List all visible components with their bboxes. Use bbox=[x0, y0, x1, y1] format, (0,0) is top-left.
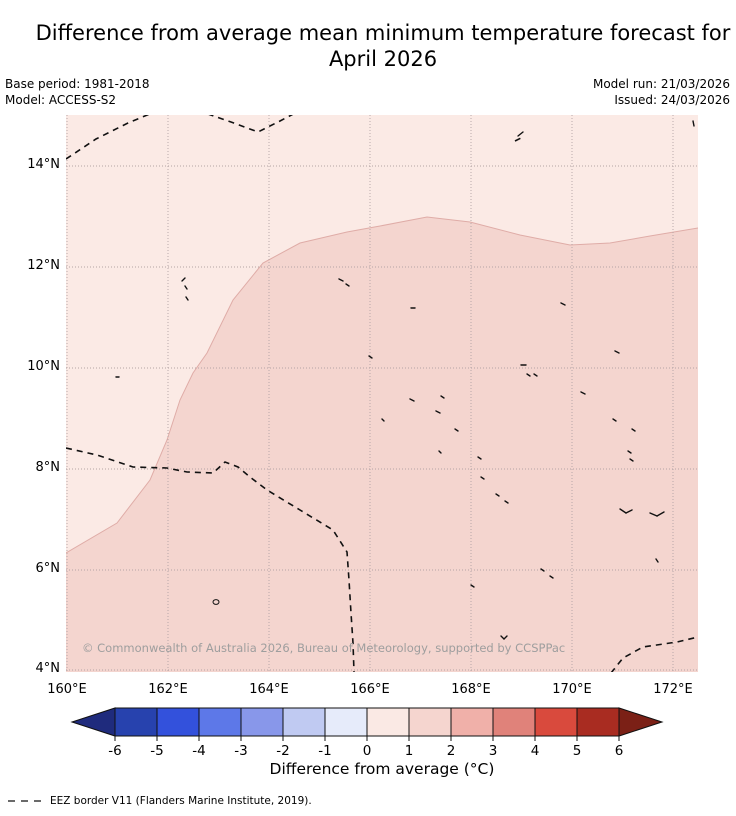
y-tick-label: 6°N bbox=[35, 561, 60, 576]
meta-right bbox=[593, 76, 730, 108]
model-run-text: Model run: 21/03/2026 bbox=[592, 77, 730, 91]
y-tick-label: 4°N bbox=[35, 661, 60, 676]
colorbar-cell bbox=[367, 708, 409, 736]
colorbar-arrow-right bbox=[619, 708, 662, 736]
x-tick-label: 168°E bbox=[451, 682, 491, 697]
x-tick-label: 172°E bbox=[653, 682, 693, 697]
map-canvas bbox=[66, 115, 698, 672]
y-tick-label: 14°N bbox=[27, 157, 60, 172]
colorbar-tick-label: 2 bbox=[446, 743, 456, 759]
y-tick-label: 10°N bbox=[27, 359, 60, 374]
page-title bbox=[28, 20, 736, 72]
colorbar-tick-label: 3 bbox=[488, 743, 498, 759]
x-tick-label: 160°E bbox=[47, 682, 87, 697]
meta-left bbox=[5, 76, 150, 108]
colorbar-cell bbox=[199, 708, 241, 736]
map-svg bbox=[66, 115, 698, 672]
colorbar-tick-label: 1 bbox=[404, 743, 414, 759]
island-mark bbox=[693, 121, 694, 126]
copyright-text: © Commonwealth of Australia 2026, Bureau of Meteorology, supported by CCSPPac bbox=[82, 641, 566, 655]
colorbar-cell bbox=[493, 708, 535, 736]
eez-legend-text: EEZ border V11 (Flanders Marine Institute, 2019). bbox=[50, 795, 312, 807]
colorbar bbox=[70, 705, 668, 761]
colorbar-cell bbox=[115, 708, 157, 736]
colorbar-cell bbox=[577, 708, 619, 736]
x-tick-label: 166°E bbox=[350, 682, 390, 697]
colorbar-cell bbox=[283, 708, 325, 736]
colorbar-cell bbox=[241, 708, 283, 736]
colorbar-label: Difference from average (°C) bbox=[269, 760, 495, 778]
colorbar-tick-label: -3 bbox=[234, 743, 248, 759]
title-line2: April 2026 bbox=[328, 47, 438, 71]
x-tick-label: 162°E bbox=[148, 682, 188, 697]
colorbar-cell bbox=[535, 708, 577, 736]
colorbar-tick-label: 6 bbox=[614, 743, 624, 759]
colorbar-arrow-left bbox=[72, 708, 115, 736]
colorbar-cell bbox=[325, 708, 367, 736]
colorbar-cell bbox=[157, 708, 199, 736]
x-tick-label: 170°E bbox=[552, 682, 592, 697]
colorbar-tick-label: -5 bbox=[150, 743, 164, 759]
colorbar-tick-label: -4 bbox=[192, 743, 206, 759]
colorbar-tick-label: -6 bbox=[108, 743, 122, 759]
eez-dash-sample bbox=[6, 795, 46, 807]
x-tick-label: 164°E bbox=[249, 682, 289, 697]
colorbar-cell bbox=[451, 708, 493, 736]
colorbar-tick-label: 5 bbox=[572, 743, 582, 759]
base-period-text: Base period: 1981-2018 bbox=[5, 77, 150, 91]
issued-text: Issued: 24/03/2026 bbox=[614, 93, 730, 107]
title-line1: Difference from average mean minimum temperature forecast for bbox=[35, 21, 731, 45]
colorbar-tick-label: 4 bbox=[530, 743, 540, 759]
y-tick-label: 8°N bbox=[35, 460, 60, 475]
colorbar-tick-label: 0 bbox=[362, 743, 372, 759]
colorbar-tick-label: -1 bbox=[318, 743, 332, 759]
y-tick-label: 12°N bbox=[27, 258, 60, 273]
colorbar-cell bbox=[409, 708, 451, 736]
colorbar-tick-label: -2 bbox=[276, 743, 290, 759]
model-text: Model: ACCESS-S2 bbox=[5, 93, 117, 107]
